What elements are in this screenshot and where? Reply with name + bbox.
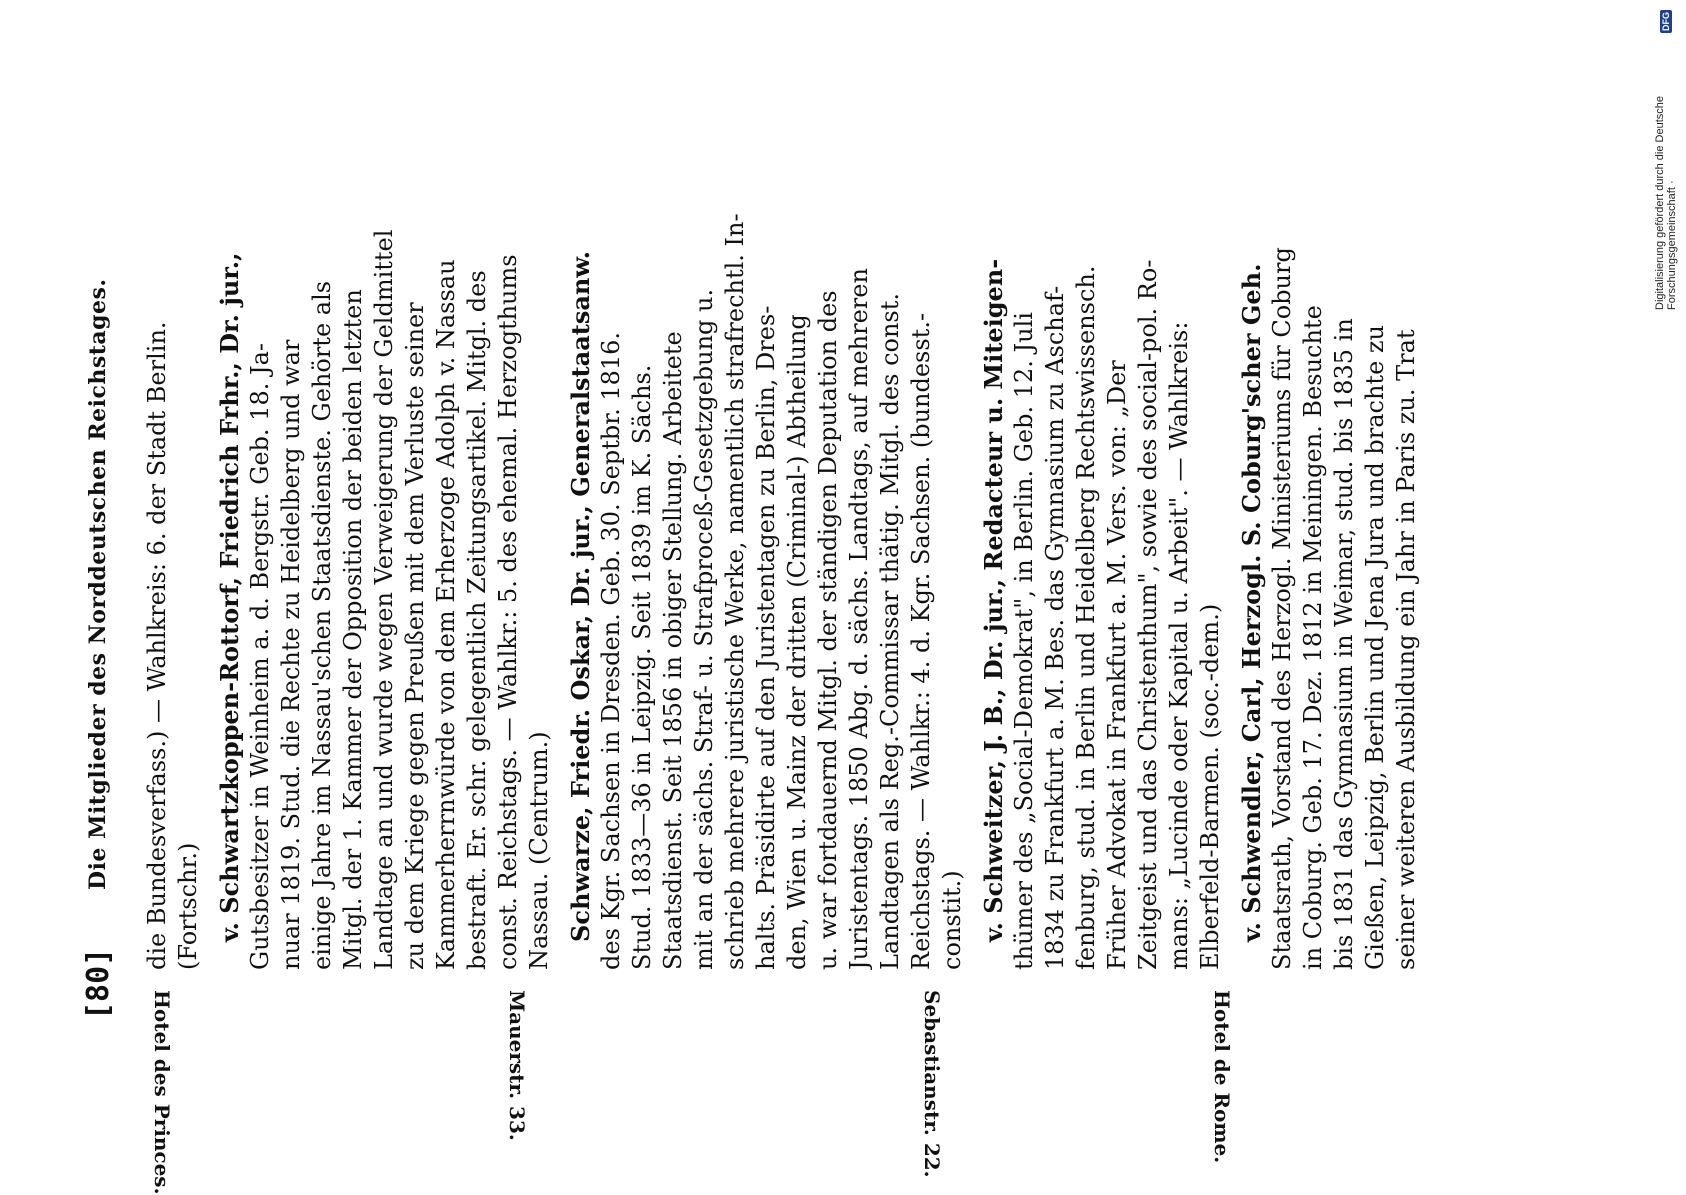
text-line: nuar 1819. Stud. die Rechte zu Heidelberg und war: [277, 339, 305, 970]
entry-schwendler: [1236, 170, 1422, 970]
page-content: [50, 200, 1510, 1195]
text-line: schrieb mehrere juristische Werke, namentlich strafrechtl. In-: [721, 213, 749, 970]
page-header: [78, 200, 118, 1020]
text-body: [142, 170, 1432, 970]
text-line: seiner weiteren Ausbildung ein Jahr in Paris zu. Trat: [1392, 329, 1420, 970]
text-line: Nassau. (Centrum.): [525, 731, 553, 970]
text-line: des Kgr. Sachsen in Dresden. Geb. 30. Septbr. 1816.: [597, 331, 625, 970]
text-line: den, Wien u. Mainz der dritten (Criminal-) Abtheilung: [783, 314, 811, 970]
text-line: (Fortschr.): [174, 842, 202, 970]
text-line: Staatsdienst. Seit 1856 in obiger Stellung. Arbeitete: [659, 331, 687, 970]
text-line: die Bundesverfass.) — Wahlkreis: 6. der Stadt Berlin.: [143, 321, 171, 970]
text-line: Gutsbesitzer in Weinheim a. d. Bergstr. Geb. 18. Ja-: [246, 342, 274, 970]
text-line: mans: „Lucinde oder Kapital u. Arbeit". — Wahlkreis:: [1165, 321, 1193, 970]
text-line: constit.): [938, 870, 966, 970]
text-line: zu dem Kriege gegen Preußen mit dem Verluste seiner: [401, 302, 429, 970]
entry-heading: v. Schwartzkoppen-Rottorf, Friedrich Frhr., Dr. jur.,: [215, 252, 244, 942]
text-line: bestraft. Er. schr. gelegentlich Zeitungsartikel. Mitgl. des: [463, 270, 491, 970]
entry-heading: Schwarze, Friedr. Oskar, Dr. jur., Generalstaatsanw.: [566, 251, 595, 942]
text-line: Mitgl. der 1. Kammer der Opposition der beiden letzten: [339, 289, 367, 970]
address-note: Hotel des Princes.: [150, 990, 174, 1195]
attribution-text: Digitalisierung gefördert durch die Deutsche Forschungsgemeinschaft ·: [1654, 95, 1678, 310]
entry-heading: v. Schweitzer, J. B., Dr. jur., Redacteur u. Miteigen-: [979, 258, 1008, 942]
text-line: Staatsrath, Vorstand des Herzogl. Ministeriums für Coburg: [1268, 247, 1296, 970]
text-line: Landtagen als Reg.-Commissar thätig. Mitgl. des const.: [876, 292, 904, 970]
rotated-page: [50, 60, 1510, 1195]
page-number: [80]: [80, 947, 116, 1020]
text-line: in Coburg. Geb. 17. Dez. 1812 in Meiningen. Besuchte: [1299, 305, 1327, 970]
running-head: Die Mitglieder des Norddeutschen Reichstages.: [85, 278, 111, 890]
text-line: bis 1831 das Gymnasium in Weimar, stud. bis 1835 in: [1330, 318, 1358, 970]
address-note: Mauerstr. 33.: [505, 990, 529, 1141]
entry-heading: v. Schwendler, Carl, Herzogl. S. Coburg'scher Geh.: [1237, 263, 1266, 942]
text-line: Gießen, Leipzig, Berlin und Jena Jura und brachte zu: [1361, 324, 1389, 970]
text-line: Juristentags. 1850 Abg. d. sächs. Landtags, auf mehreren: [845, 268, 873, 970]
entry-continuation: [142, 170, 204, 970]
text-line: einige Jahre im Nassau'schen Staatsdienste. Gehörte als: [308, 280, 336, 970]
entry-schwartzkoppen: [214, 170, 555, 970]
text-line: fenburg, stud. in Berlin und Heidelberg Rechtswissensch.: [1072, 265, 1100, 970]
text-line: mit an der sächs. Straf- u. Strafproceß-Gesetzgebung u.: [690, 288, 718, 970]
text-line: Elberfeld-Barmen. (soc.-dem.): [1196, 603, 1224, 970]
text-line: Reichstags. — Wahlkr.: 4. d. Kgr. Sachsen. (bundesst.-: [907, 312, 935, 970]
entry-schwarze: [565, 170, 968, 970]
text-line: Stud. 1833—36 in Leipzig. Seit 1839 im K. Sächs.: [628, 364, 656, 970]
text-line: Kammerherrnwürde von dem Erherzoge Adolph v. Nassau: [432, 259, 460, 970]
text-line: 1834 zu Frankfurt a. M. Bes. das Gymnasium zu Aschaf-: [1041, 285, 1069, 970]
address-note: Sebastianstr. 22.: [920, 990, 944, 1178]
text-line: u. war fortdauernd Mitgl. der ständigen Deputation des: [814, 290, 842, 970]
dfg-logo: DFG: [1661, 12, 1671, 31]
text-line: halts. Präsidirte auf den Juristentagen zu Berlin, Dres-: [752, 305, 780, 970]
dfg-attribution: [1654, 10, 1678, 310]
text-line: thümer des „Social-Demokrat", in Berlin. Geb. 12. Juli: [1010, 312, 1038, 970]
text-line: Früher Advokat in Frankfurt a. M. Vers. von: „Der: [1103, 360, 1131, 970]
address-note: Hotel de Rome.: [1210, 990, 1234, 1164]
text-line: Landtage an und wurde wegen Verweigerung der Geldmittel: [370, 229, 398, 970]
entry-schweitzer: [978, 170, 1226, 970]
text-line: const. Reichstags. — Wahlkr.: 5. des ehemal. Herzogthums: [494, 254, 522, 970]
text-line: Zeitgeist und das Christenthum", sowie des social-pol. Ro-: [1134, 259, 1162, 970]
